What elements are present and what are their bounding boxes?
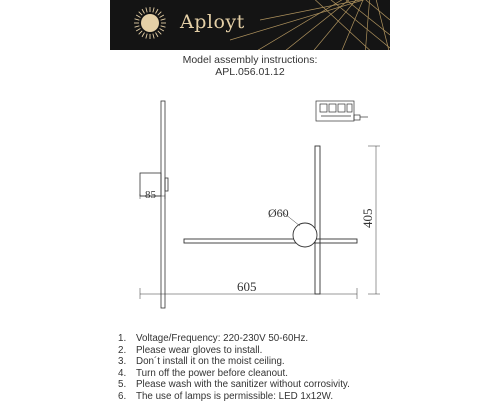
instruction-item: 2. Please wear gloves to install. <box>118 344 263 356</box>
technical-drawing <box>0 80 500 330</box>
front-view <box>184 146 357 294</box>
vertical-bar <box>315 146 320 294</box>
brand-name: Aployt <box>180 11 245 33</box>
sun-rays-decoration <box>110 0 390 50</box>
sun-logo-icon <box>134 7 166 39</box>
instruction-item: 3. Don´t install it on the moist ceiling. <box>118 356 285 368</box>
height-label: 405 <box>360 208 375 228</box>
side-view-clip <box>165 178 168 191</box>
side-view <box>140 101 168 308</box>
instructions-list <box>118 333 350 403</box>
width-label: 605 <box>237 279 257 294</box>
globe-shade <box>293 223 317 247</box>
instruction-item: 1. Voltage/Frequency: 220-230V 50-60Hz. <box>118 333 309 344</box>
instruction-item: 5. Please wash with the sanitizer without corrosivity. <box>118 379 350 391</box>
depth-label: 85 <box>145 189 156 201</box>
model-number: APL.056.01.12 <box>215 66 285 78</box>
assembly-title: Model assembly instructions: <box>182 54 318 66</box>
horizontal-bar <box>184 239 357 243</box>
side-view-bar <box>161 101 165 308</box>
top-view <box>316 101 368 121</box>
instruction-item: 6. The use of lamps is permissible: LED 1x12W. <box>118 390 334 402</box>
instruction-item: 4. Turn off the power before cleanout. <box>118 367 288 379</box>
brand-banner <box>110 0 390 50</box>
diameter-label: Ø60 <box>268 206 289 220</box>
